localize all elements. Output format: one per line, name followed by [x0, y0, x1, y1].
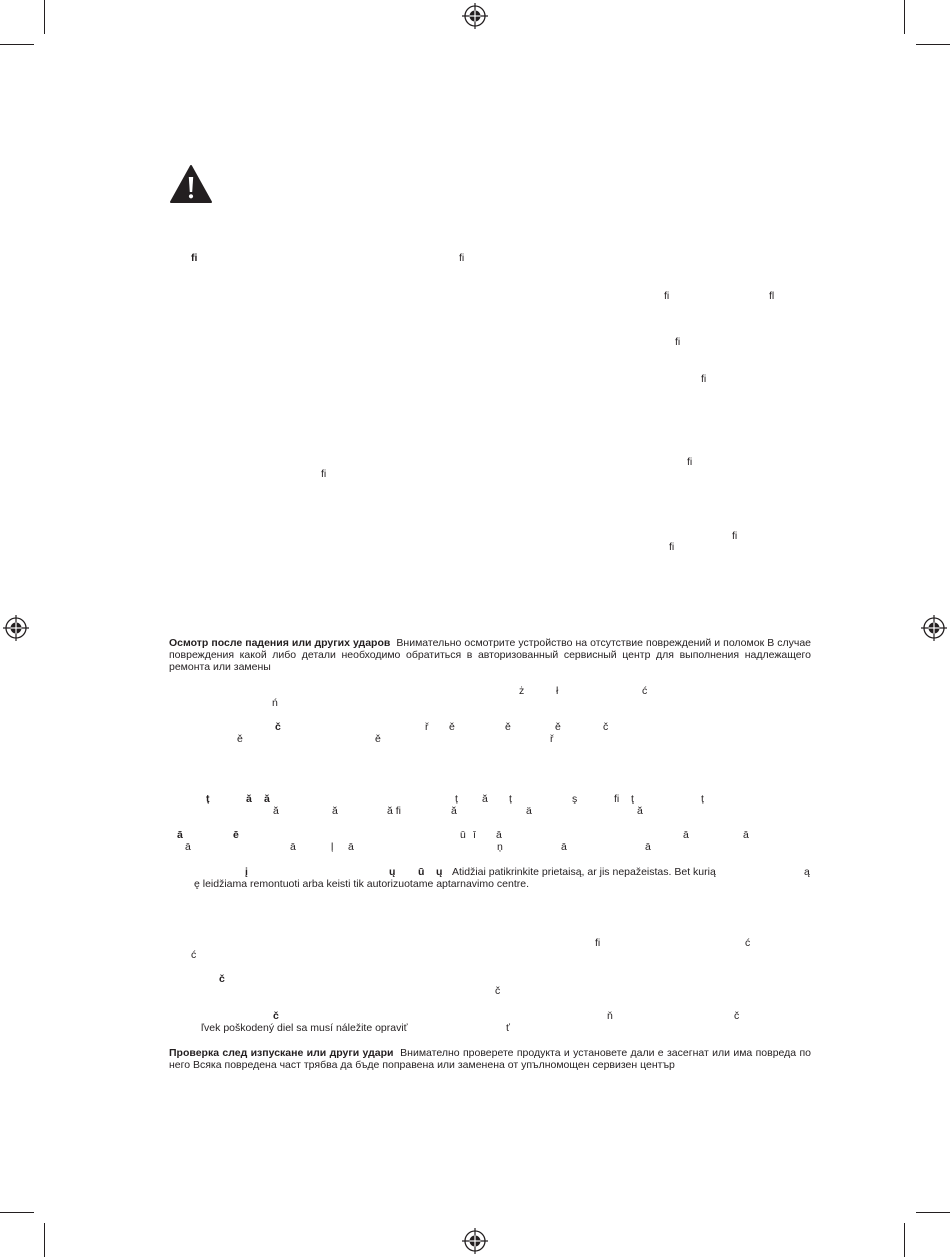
text-fragment: ş [572, 793, 578, 805]
text-fragment: ř [550, 733, 554, 745]
warning-icon [169, 164, 213, 204]
text-fragment: ż [519, 685, 525, 697]
crop-mark [904, 0, 905, 34]
text-fragment: ă [637, 805, 643, 817]
crop-mark [44, 1223, 45, 1257]
text-fragment: ć [191, 949, 197, 961]
text-fragment: ě [237, 733, 243, 745]
text-fragment: ū [460, 829, 466, 841]
text-fragment: č [219, 973, 225, 985]
text-fragment: ī [473, 829, 476, 841]
registration-mark-icon [921, 615, 947, 641]
lt-text-line-1: Atidžiai patikrinkite prietaisą, ar jis nepažeistas. Bet kurią [452, 866, 716, 878]
crop-mark [44, 0, 45, 34]
text-fragment: ě [555, 721, 561, 733]
text-fragment: ă [264, 793, 270, 805]
text-fragment: ţ [631, 793, 634, 805]
text-fragment: ą [804, 866, 810, 878]
text-fragment: ă [273, 805, 279, 817]
text-fragment: ě [505, 721, 511, 733]
text-fragment: ā [185, 841, 191, 853]
body-ru: Внимательно осмотрите устройство на отсутствие повреждений и поломок В случае повреждения какой либо детали необходимо обратиться в авторизованный сервисный центр для выполнения надлежащего ремонта или замены [169, 637, 812, 674]
text-fragment: fi [687, 456, 693, 468]
sk-text-line: ľvek poškodený diel sa musí náležite opraviť [201, 1022, 408, 1034]
text-fragment: ě [449, 721, 455, 733]
text-fragment: č [273, 1010, 279, 1022]
text-fragment: ě [375, 733, 381, 745]
crop-mark [916, 1212, 950, 1213]
text-fragment: fl [769, 290, 775, 302]
text-fragment: ā [348, 841, 354, 853]
text-fragment: ć [642, 685, 648, 697]
text-fragment: ă [246, 793, 252, 805]
text-fragment: ă fi [387, 805, 402, 817]
text-fragment: ă [332, 805, 338, 817]
text-fragment: fi [675, 336, 681, 348]
text-fragment: ť [506, 1022, 510, 1034]
text-fragment: ū [418, 866, 425, 878]
text-fragment: ț [509, 793, 512, 805]
registration-mark-icon [3, 615, 29, 641]
text-fragment: ų [389, 866, 396, 878]
text-fragment: ā [290, 841, 296, 853]
text-fragment: ļ [331, 841, 334, 853]
text-fragment: fi [321, 468, 327, 480]
text-fragment: fi [595, 937, 601, 949]
text-fragment: ć [745, 937, 751, 949]
text-fragment: ț [206, 793, 210, 805]
text-fragment: ň [607, 1010, 613, 1022]
heading-bg: Проверка след изпускане или други удари [169, 1047, 394, 1059]
text-fragment: fi [614, 793, 620, 805]
text-fragment: ų [436, 866, 443, 878]
crop-mark [916, 44, 950, 45]
text-fragment: fi [732, 530, 738, 542]
text-fragment: ā [496, 829, 502, 841]
text-fragment: fi [459, 252, 465, 264]
text-fragment: ņ [497, 841, 503, 853]
text-fragment: ț [701, 793, 704, 805]
text-fragment: ā [683, 829, 689, 841]
text-fragment: ā [177, 829, 183, 841]
registration-mark-icon [462, 3, 488, 29]
text-fragment: fi [701, 373, 707, 385]
text-fragment: į [245, 866, 248, 878]
text-fragment: fi [664, 290, 670, 302]
crop-mark [0, 1212, 34, 1213]
text-fragment: ă [482, 793, 488, 805]
text-fragment: ř [425, 721, 429, 733]
crop-mark [904, 1223, 905, 1257]
text-fragment: fi [669, 541, 675, 553]
text-fragment: č [495, 985, 501, 997]
text-fragment: ń [272, 697, 278, 709]
text-fragment: ă [451, 805, 457, 817]
paragraph-ru [169, 637, 811, 674]
lt-text-line-2: ę leidžiama remontuoti arba keisti tik autorizuotame aptarnavimo centre. [194, 878, 529, 890]
heading-ru: Осмотр после падения или других ударов [169, 637, 391, 649]
text-fragment: ț [455, 793, 458, 805]
text-fragment: ā [645, 841, 651, 853]
paragraph-bg [169, 1047, 811, 1071]
text-fragment: č [734, 1010, 740, 1022]
text-fragment: ä [526, 805, 532, 817]
body-bg: Внимателно проверете продукта и установете дали е засегнат или има повреда по него Всяка повредена част трябва да бъде поправена или заменена от упълномощен сервизен център [169, 1047, 811, 1072]
text-fragment: ē [233, 829, 239, 841]
text-fragment: fi [191, 252, 198, 264]
text-fragment: ł [556, 685, 559, 697]
text-fragment: č [603, 721, 609, 733]
text-fragment: ā [561, 841, 567, 853]
text-fragment: ā [743, 829, 749, 841]
registration-mark-icon [462, 1228, 488, 1254]
text-fragment: č [275, 721, 281, 733]
crop-mark [0, 44, 34, 45]
